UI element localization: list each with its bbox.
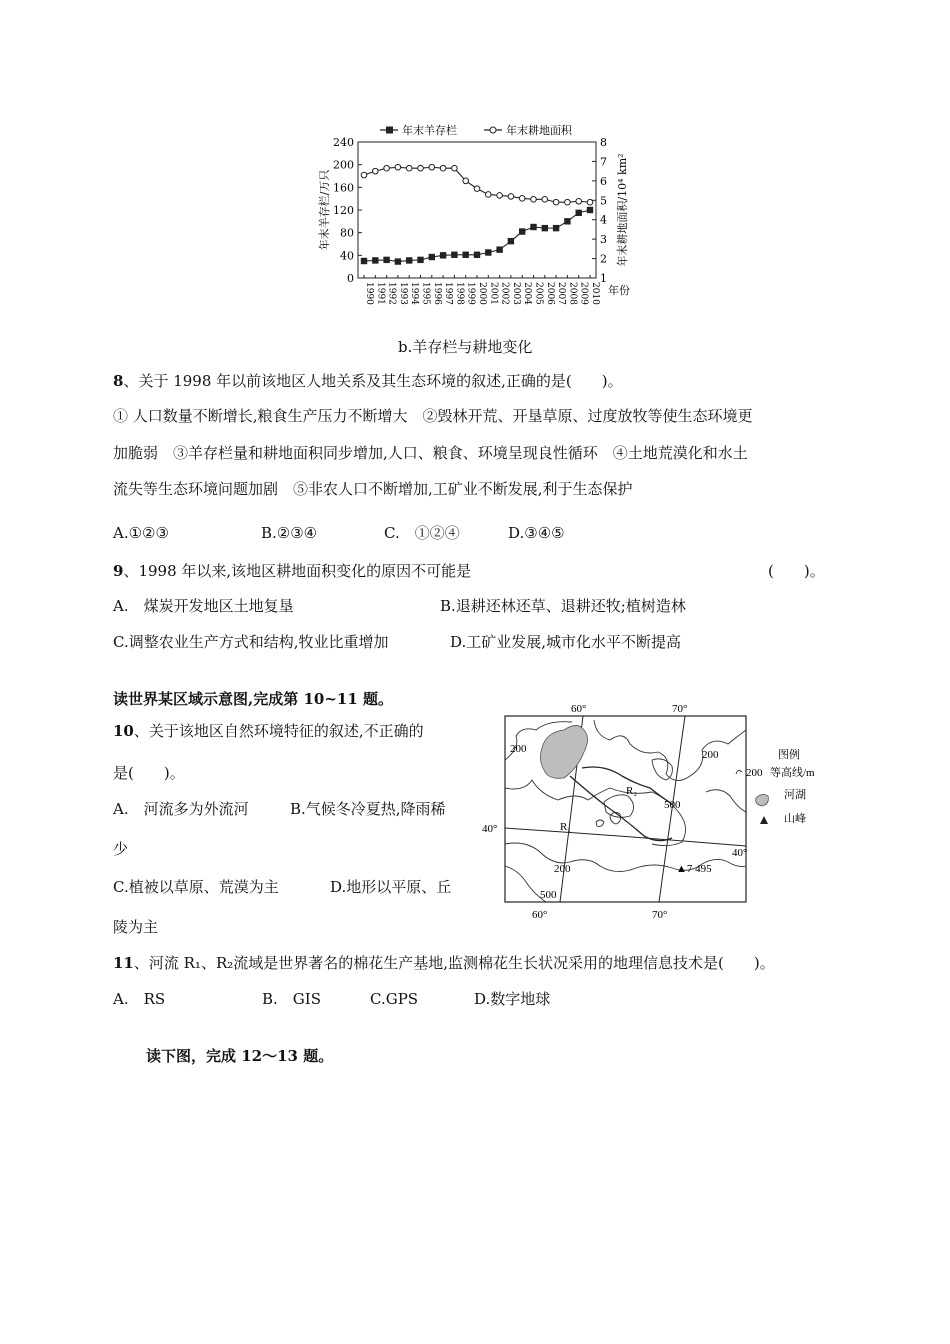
q10-option-d-cont: 陵为主 [113, 918, 159, 936]
sheep-point [485, 249, 491, 255]
farmland-point [576, 198, 582, 204]
region-map [476, 696, 836, 926]
sheep-point [576, 210, 582, 216]
farmland-point [361, 172, 367, 178]
y-right-tick-label: 3 [600, 233, 607, 247]
farmland-point [452, 165, 458, 171]
farmland-point [519, 196, 525, 202]
y-axis-right-label: 年末耕地面积/10⁴ km² [616, 153, 629, 267]
y-left-tick-label: 40 [340, 249, 354, 263]
q8-option-d: D.③④⑤ [508, 524, 565, 542]
contour-label-200-a: 200 [510, 743, 527, 755]
x-tick-label: 1994 [409, 282, 420, 305]
q9-option-a: A. 煤炭开发地区土地复垦 [113, 597, 294, 615]
y-right-tick-label: 2 [600, 252, 607, 266]
q10-option-b: B.气候冬冷夏热,降雨稀 [290, 800, 446, 818]
lon-top-60: 60° [571, 703, 587, 715]
q10-option-a: A. 河流多为外流河 [113, 800, 249, 818]
q10-option-d: D.地形以平原、丘 [330, 878, 452, 896]
q8-option-b: B.②③④ [261, 524, 318, 542]
series-line [364, 167, 590, 202]
q8-line-1: ① 人口数量不断增长,粮食生产压力不断增大 ②毁林开荒、开垦草原、过度放牧等使生态环境更 [113, 407, 753, 425]
river-label-r2: R₂ [626, 785, 638, 797]
sheep-point [530, 224, 536, 230]
sheep-point [372, 257, 378, 263]
farmland-point [474, 186, 480, 192]
contour-label-500-b: 500 [540, 889, 557, 901]
x-tick-label: 2002 [499, 282, 510, 305]
sheep-point [417, 257, 423, 263]
sheep-point [553, 225, 559, 231]
sheep-point [429, 254, 435, 260]
x-tick-label: 2003 [510, 282, 521, 305]
q11-option-c: C.GPS [370, 990, 419, 1008]
y-left-tick-label: 160 [333, 181, 354, 195]
sheep-point [542, 225, 548, 231]
x-tick-label: 2009 [578, 282, 589, 305]
x-tick-label: 2004 [522, 282, 533, 305]
q10-stem-cont: 是( )。 [113, 764, 185, 782]
q11-stem-text: 、河流 R₁、R₂流域是世界著名的棉花生产基地,监测棉花生长状况采用的地理信息技术是( )。 [133, 954, 775, 972]
x-tick-label: 1999 [465, 282, 476, 305]
contour-label-200-c: 200 [554, 863, 571, 875]
farmland-point [429, 164, 435, 170]
river-label-r1: R₁ [560, 821, 572, 833]
q9-stem [113, 560, 471, 582]
y-axis-left-label: 年末羊存栏/万只 [318, 169, 331, 251]
peak-label: ▲7 495 [676, 863, 712, 875]
q8-stem [113, 370, 623, 392]
sheep-point [395, 258, 401, 264]
y-right-tick-label: 7 [600, 155, 607, 169]
q8-number: 8 [113, 372, 124, 390]
y-left-tick-label: 120 [333, 204, 354, 217]
chart-legend [380, 123, 573, 137]
legend-circle-marker [490, 127, 496, 133]
farmland-point [531, 197, 537, 203]
x-tick-label: 1995 [420, 282, 431, 305]
q9-option-b: B.退耕还林还草、退耕还牧;植树造林 [440, 597, 686, 615]
farmland-point [395, 164, 401, 170]
q10-option-c: C.植被以草原、荒漠为主 [113, 878, 279, 896]
q9-option-d: D.工矿业发展,城市化水平不断提高 [450, 633, 682, 651]
x-axis [364, 275, 600, 305]
y-right-tick-label: 4 [600, 213, 607, 227]
section-10-11-title: 读世界某区域示意图,完成第 10~11 题。 [113, 690, 393, 708]
y-right-tick-label: 5 [600, 194, 607, 208]
legend-contour: 等高线/m [770, 767, 815, 779]
x-tick-label: 1997 [443, 282, 454, 305]
farmland-point [587, 199, 593, 205]
sheep-point [440, 252, 446, 258]
y-right-tick-label: 6 [600, 174, 607, 188]
q9-answer-paren: ( )。 [768, 562, 825, 580]
sheep-point [564, 218, 570, 224]
x-tick-label: 2000 [477, 282, 487, 305]
x-axis-label: 年份 [608, 284, 630, 297]
sheep-point [463, 252, 469, 258]
y-left-tick-label: 80 [340, 226, 354, 240]
y-right-tick-label: 8 [600, 136, 607, 149]
farmland-point [565, 199, 571, 205]
legend-sheep: 年末羊存栏 [402, 124, 457, 137]
x-tick-label: 1992 [386, 282, 397, 305]
farmland-point [373, 168, 379, 174]
x-tick-label: 2010 [590, 282, 600, 305]
y-left-tick-label: 200 [333, 158, 354, 172]
sheep-point [587, 207, 593, 213]
legend-title: 图例 [778, 749, 800, 761]
x-tick-label: 1991 [375, 282, 386, 305]
contour-label-200-b: 200 [702, 749, 719, 761]
y-left-tick-label: 240 [333, 136, 354, 149]
q11-option-a: A. RS [113, 990, 166, 1008]
legend-square-marker [386, 127, 393, 134]
x-tick-label: 2006 [544, 282, 555, 305]
legend-lake: 河湖 [784, 789, 806, 801]
q10-option-b-cont: 少 [113, 840, 129, 858]
q8-line-3: 流失等生态环境问题加剧 ⑤非农人口不断增加,工矿业不断发展,利于生态保护 [113, 480, 633, 498]
legend-peak-icon [760, 816, 768, 824]
x-tick-label: 1990 [364, 282, 374, 305]
sheep-point [361, 258, 367, 264]
y-right-tick-label: 1 [600, 272, 607, 285]
farmland-point [384, 165, 390, 171]
line-chart [312, 118, 642, 328]
x-tick-label: 2005 [533, 282, 544, 305]
q8-stem-text: 、关于 1998 年以前该地区人地关系及其生态环境的叙述,正确的是( )。 [123, 372, 623, 390]
q9-number: 9 [113, 562, 124, 580]
y-axis-right [592, 136, 607, 285]
q11-stem [113, 952, 775, 974]
sheep-point [474, 252, 480, 258]
farmland-point [406, 165, 412, 171]
farmland-point [508, 194, 514, 200]
y-left-tick-label: 0 [347, 272, 354, 285]
sheep-point [383, 257, 389, 263]
q10-stem-text: 、关于该地区自然环境特征的叙述,不正确的 [133, 722, 424, 740]
x-tick-label: 1993 [397, 282, 408, 305]
x-tick-label: 2001 [488, 282, 499, 305]
farmland-point [497, 193, 503, 199]
chart-caption: b.羊存栏与耕地变化 [398, 338, 533, 356]
lat-left-40: 40° [482, 823, 498, 835]
section-12-13-title: 读下图，完成 12～13 题。 [146, 1047, 334, 1065]
q9-option-c: C.调整农业生产方式和结构,牧业比重增加 [113, 633, 389, 651]
legend-contour-value: 200 [746, 767, 763, 779]
q11-option-d: D.数字地球 [474, 990, 551, 1008]
q10-stem [113, 720, 424, 742]
farmland-point [542, 197, 548, 203]
q11-number: 11 [113, 954, 134, 972]
sheep-point [519, 228, 525, 234]
sheep-point [406, 257, 412, 263]
sheep-point [496, 246, 502, 252]
contour-label-500-a: 500 [664, 799, 681, 811]
x-tick-label: 2008 [567, 282, 578, 305]
farmland-point [486, 192, 492, 198]
q10-number: 10 [113, 722, 134, 740]
lon-top-70: 70° [672, 703, 688, 715]
lon-bottom-70: 70° [652, 909, 668, 921]
legend-lake-swatch [756, 794, 769, 806]
legend-farmland: 年末耕地面积 [506, 124, 572, 137]
sheep-point [451, 252, 457, 258]
x-tick-label: 2007 [556, 282, 567, 305]
q8-line-2: 加脆弱 ③羊存栏量和耕地面积同步增加,人口、粮食、环境呈现良性循环 ④土地荒漠化和水土 [113, 444, 748, 462]
farmland-point [463, 178, 469, 184]
legend-peak: 山峰 [784, 813, 806, 825]
sheep-point [508, 238, 514, 244]
x-tick-label: 1998 [454, 282, 465, 305]
x-tick-label: 1996 [431, 282, 442, 305]
chart-series [361, 164, 593, 264]
q11-option-b: B. GIS [262, 990, 321, 1008]
lat-right-40: 40° [732, 847, 748, 859]
farmland-point [553, 199, 559, 205]
q8-option-c: C. ①②④ [384, 524, 460, 542]
q9-stem-text: 、1998 年以来,该地区耕地面积变化的原因不可能是 [123, 562, 472, 580]
q8-option-a: A.①②③ [113, 524, 169, 542]
lon-bottom-60: 60° [532, 909, 548, 921]
farmland-point [440, 165, 446, 171]
farmland-point [418, 165, 424, 171]
